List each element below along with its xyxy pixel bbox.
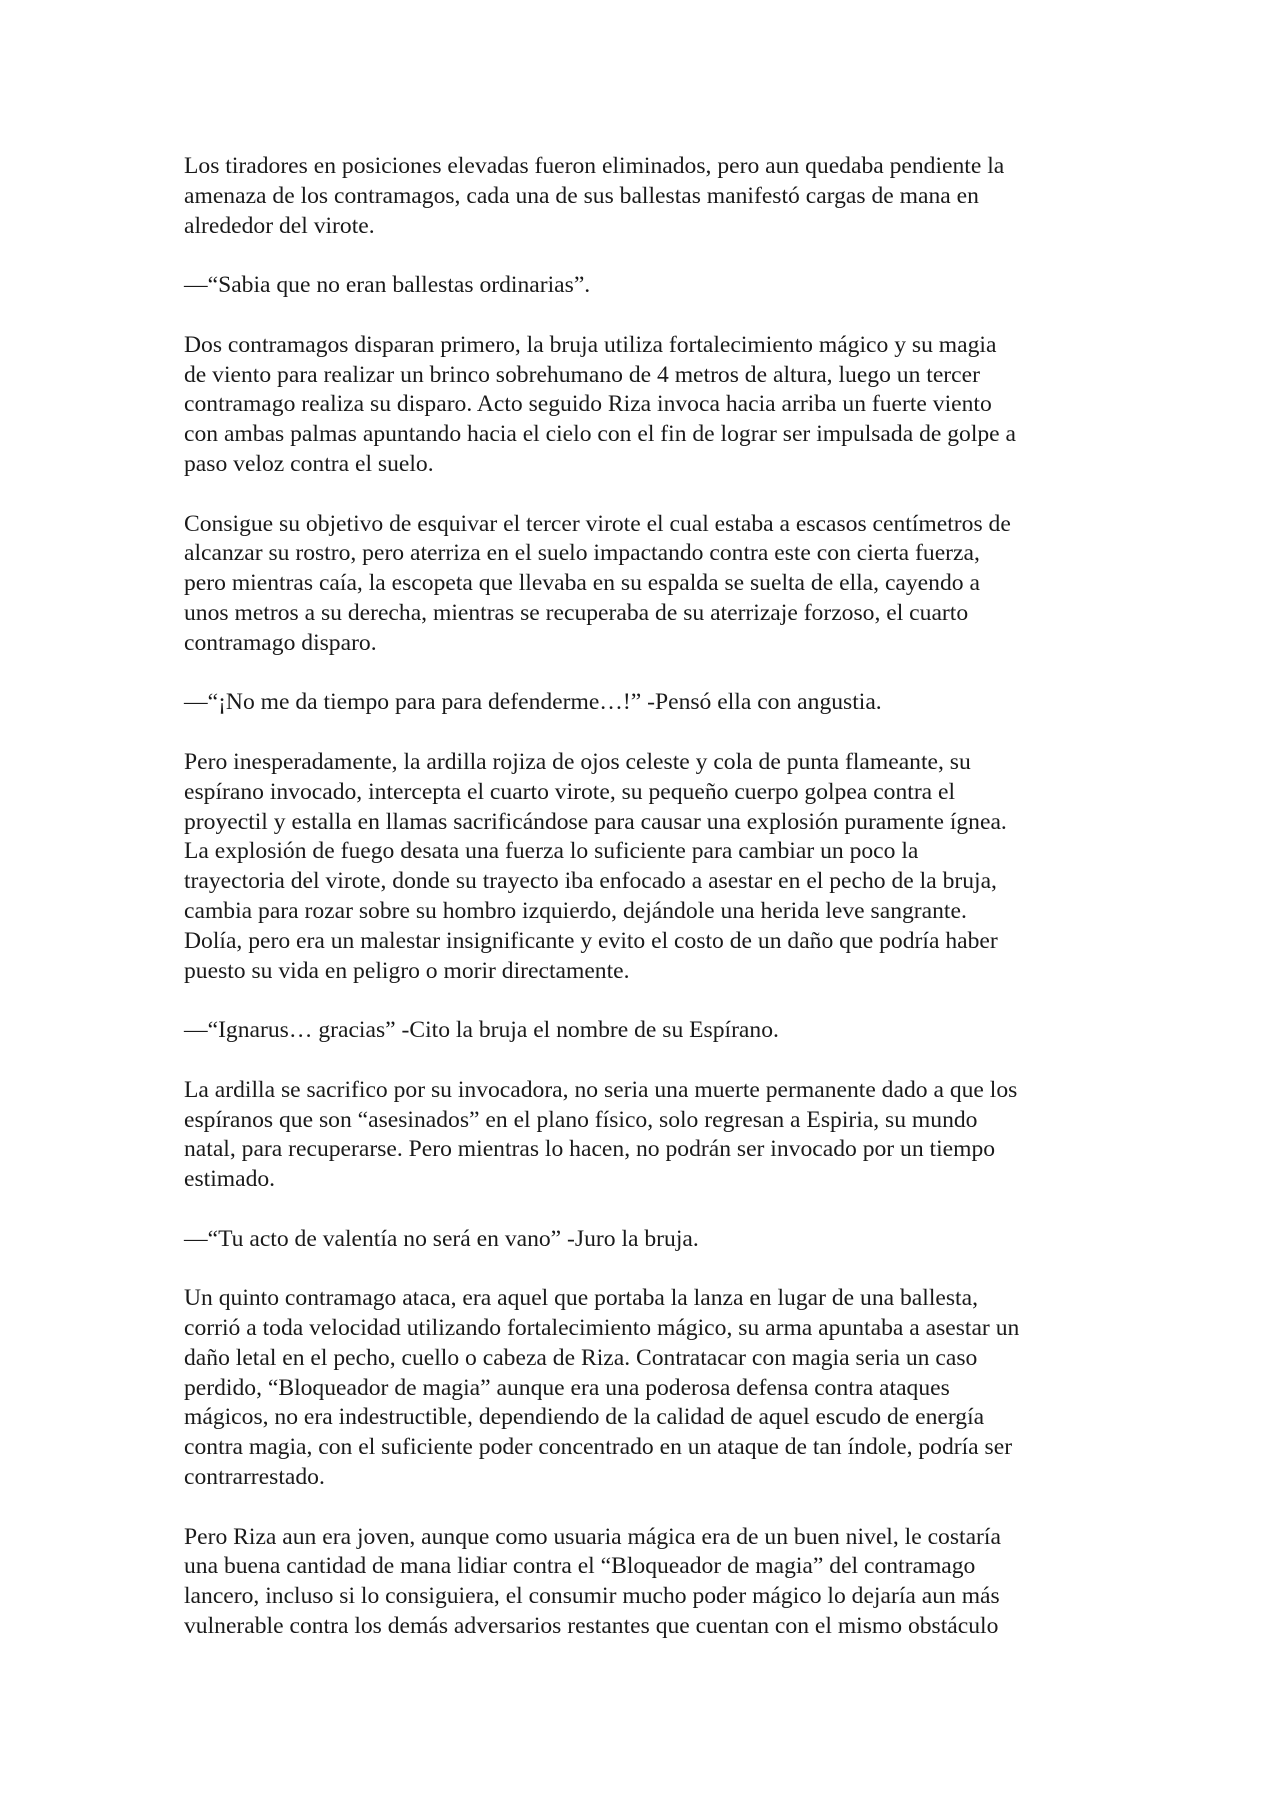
- text-line: proyectil y estalla en llamas sacrificándose para causar una explosión puramente ígnea.: [184, 808, 1007, 835]
- paragraph: [184, 1016, 1104, 1046]
- text-line: daño letal en el pecho, cuello o cabeza de Riza. Contratacar con magia seria un caso: [184, 1344, 978, 1371]
- text-line: espíranos que son “asesinados” en el plano físico, solo regresan a Espiria, su mundo: [184, 1106, 978, 1133]
- text-line: lancero, incluso si lo consiguiera, el consumir mucho poder mágico lo dejaría aun más: [184, 1583, 1000, 1610]
- text-line: contramago disparo.: [184, 629, 377, 656]
- text-line: mágicos, no era indestructible, dependiendo de la calidad de aquel escudo de energía: [184, 1404, 985, 1431]
- text-line: Dos contramagos disparan primero, la bruja utiliza fortalecimiento mágico y su magia: [184, 331, 997, 358]
- text-line: una buena cantidad de mana lidiar contra el “Bloqueador de magia” del contramago: [184, 1553, 976, 1580]
- text-line: espírano invocado, intercepta el cuarto virote, su pequeño cuerpo golpea contra el: [184, 778, 956, 805]
- text-line: vulnerable contra los demás adversarios restantes que cuentan con el mismo obstáculo: [184, 1613, 999, 1640]
- text-line: cambia para rozar sobre su hombro izquierdo, dejándole una herida leve sangrante.: [184, 897, 967, 924]
- text-line: —“Sabia que no eran ballestas ordinarias”.: [184, 272, 591, 299]
- text-line: natal, para recuperarse. Pero mientras lo hacen, no podrán ser invocado por un tiempo: [184, 1136, 996, 1163]
- paragraph: [184, 331, 1104, 480]
- text-line: La explosión de fuego desata una fuerza lo suficiente para cambiar un poco la: [184, 838, 919, 865]
- text-line: —“Ignarus… gracias” -Cito la bruja el nombre de su Espírano.: [184, 1017, 779, 1044]
- text-line: Pero inesperadamente, la ardilla rojiza de ojos celeste y cola de punta flameante, su: [184, 748, 971, 775]
- text-line: Dolía, pero era un malestar insignificante y evito el costo de un daño que podría haber: [184, 927, 998, 954]
- text-line: corrió a toda velocidad utilizando fortalecimiento mágico, su arma apuntaba a asestar un: [184, 1315, 1020, 1342]
- text-line: alrededor del virote.: [184, 212, 375, 239]
- paragraph: [184, 748, 1104, 986]
- text-line: —“¡No me da tiempo para para defenderme…!” -Pensó ella con angustia.: [184, 689, 882, 716]
- text-line: —“Tu acto de valentía no será en vano” -Juro la bruja.: [184, 1225, 699, 1252]
- document-body: [184, 152, 1104, 1672]
- paragraph: [184, 152, 1104, 241]
- text-line: contramago realiza su disparo. Acto seguido Riza invoca hacia arriba un fuerte viento: [184, 391, 992, 418]
- text-line: contra magia, con el suficiente poder concentrado en un ataque de tan índole, podría ser: [184, 1434, 1013, 1461]
- paragraph: [184, 1225, 1104, 1255]
- text-line: Consigue su objetivo de esquivar el tercer virote el cual estaba a escasos centímetros de: [184, 510, 1011, 537]
- text-line: estimado.: [184, 1166, 276, 1193]
- paragraph: [184, 510, 1104, 659]
- text-line: Un quinto contramago ataca, era aquel que portaba la lanza en lugar de una ballesta,: [184, 1285, 978, 1312]
- text-line: La ardilla se sacrifico por su invocadora, no seria una muerte permanente dado a que los: [184, 1076, 1018, 1103]
- paragraph: [184, 1284, 1104, 1493]
- text-line: paso veloz contra el suelo.: [184, 450, 434, 477]
- paragraph: [184, 1076, 1104, 1195]
- text-line: perdido, “Bloqueador de magia” aunque era una poderosa defensa contra ataques: [184, 1374, 950, 1401]
- text-line: amenaza de los contramagos, cada una de sus ballestas manifestó cargas de mana en: [184, 182, 979, 209]
- text-line: contrarrestado.: [184, 1464, 325, 1491]
- text-line: pero mientras caía, la escopeta que llevaba en su espalda se suelta de ella, cayendo a: [184, 570, 980, 597]
- paragraph: [184, 1523, 1104, 1642]
- text-line: de viento para realizar un brinco sobrehumano de 4 metros de altura, luego un tercer: [184, 361, 980, 388]
- text-line: alcanzar su rostro, pero aterriza en el suelo impactando contra este con cierta fuerza,: [184, 540, 980, 567]
- text-line: Pero Riza aun era joven, aunque como usuaria mágica era de un buen nivel, le costaría: [184, 1523, 1001, 1550]
- text-line: con ambas palmas apuntando hacia el cielo con el fin de lograr ser impulsada de golpe a: [184, 421, 1017, 448]
- text-line: unos metros a su derecha, mientras se recuperaba de su aterrizaje forzoso, el cuarto: [184, 599, 969, 626]
- text-line: puesto su vida en peligro o morir directamente.: [184, 957, 630, 984]
- paragraph: [184, 688, 1104, 718]
- text-line: Los tiradores en posiciones elevadas fueron eliminados, pero aun quedaba pendiente la: [184, 153, 1005, 179]
- paragraph: [184, 271, 1104, 301]
- text-line: trayectoria del virote, donde su trayecto iba enfocado a asestar en el pecho de la bruja,: [184, 868, 997, 895]
